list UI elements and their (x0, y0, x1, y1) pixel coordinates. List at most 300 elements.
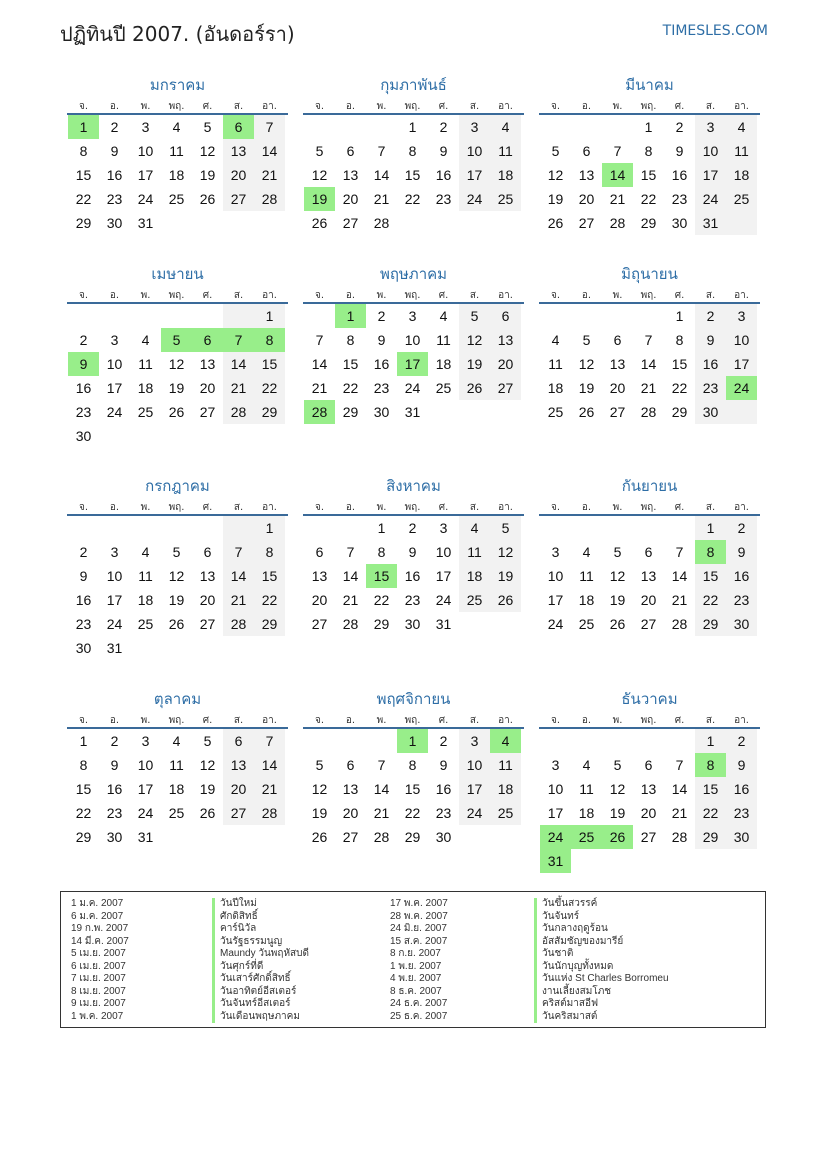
day-cell: 10 (404, 332, 421, 348)
day-cell: 17 (547, 592, 564, 608)
holiday-day-cell: 9 (68, 352, 99, 376)
weekday-label: ส. (469, 715, 480, 726)
day-grid (303, 516, 524, 660)
month-title: พฤศจิกายน (376, 690, 451, 708)
day-cell: 20 (223, 163, 254, 187)
weekday-label: อ. (581, 502, 592, 513)
day-cell: 28 (254, 801, 285, 825)
day-cell: 7 (315, 332, 324, 348)
day-cell: 16 (435, 167, 452, 183)
day-cell: 28 (223, 612, 254, 636)
day-cell: 7 (254, 729, 285, 753)
day-cell: 12 (168, 356, 185, 372)
weekday-label: จ. (550, 715, 561, 726)
day-cell: 10 (459, 753, 490, 777)
day-cell: 4 (726, 115, 757, 139)
day-cell: 12 (199, 143, 216, 159)
weekday-label: อ. (345, 101, 356, 112)
day-cell: 3 (695, 115, 726, 139)
day-cell: 22 (671, 380, 688, 396)
day-grid (539, 729, 760, 873)
day-cell: 13 (342, 781, 359, 797)
day-cell: 29 (75, 829, 92, 845)
day-cell: 27 (311, 616, 328, 632)
day-cell: 18 (459, 564, 490, 588)
day-cell: 19 (490, 564, 521, 588)
weekday-label: จ. (314, 502, 325, 513)
day-cell: 5 (613, 757, 622, 773)
weekday-header (539, 500, 760, 516)
day-grid (67, 304, 288, 448)
weekday-label: พ. (376, 502, 387, 513)
day-cell: 31 (137, 829, 154, 845)
weekday-label: พฤ. (168, 101, 185, 112)
day-cell: 12 (578, 356, 595, 372)
day-cell: 11 (490, 753, 521, 777)
day-cell: 9 (408, 544, 417, 560)
day-cell: 8 (346, 332, 355, 348)
day-cell: 2 (79, 544, 88, 560)
day-cell: 2 (675, 119, 684, 135)
weekday-label: จ. (550, 101, 561, 112)
day-cell: 12 (168, 568, 185, 584)
day-cell: 1 (695, 516, 726, 540)
day-cell: 18 (168, 167, 185, 183)
day-grid (67, 729, 288, 873)
day-cell: 19 (547, 191, 564, 207)
day-cell: 4 (582, 544, 591, 560)
weekday-header (303, 713, 524, 729)
day-cell: 19 (199, 167, 216, 183)
day-cell: 19 (311, 805, 328, 821)
holiday-day-cell: 24 (540, 825, 571, 849)
day-cell: 31 (435, 616, 452, 632)
day-cell: 29 (342, 404, 359, 420)
day-cell: 23 (106, 805, 123, 821)
weekday-label: พฤ. (640, 715, 657, 726)
day-cell: 24 (459, 187, 490, 211)
day-cell: 21 (640, 380, 657, 396)
holiday-day-cell: 26 (602, 825, 633, 849)
day-cell: 20 (311, 592, 328, 608)
weekday-header (67, 713, 288, 729)
day-cell: 2 (377, 308, 386, 324)
day-cell: 29 (695, 612, 726, 636)
day-cell: 23 (726, 588, 757, 612)
day-cell: 12 (609, 568, 626, 584)
day-cell: 28 (671, 829, 688, 845)
day-cell: 25 (168, 191, 185, 207)
weekday-label: พฤ. (640, 502, 657, 513)
day-cell: 14 (373, 167, 390, 183)
holiday-date: 24 มิ.ย. 2007 (390, 923, 447, 934)
day-cell: 15 (404, 167, 421, 183)
day-cell: 1 (79, 733, 88, 749)
day-cell: 19 (609, 592, 626, 608)
day-cell: 16 (75, 380, 92, 396)
day-cell: 2 (726, 729, 757, 753)
day-grid (67, 516, 288, 660)
holiday-day-cell: 6 (192, 328, 223, 352)
holiday-name: วันคริสมาสต์ (534, 1011, 669, 1024)
day-cell: 27 (342, 829, 359, 845)
day-cell: 11 (138, 356, 153, 372)
weekday-label: พฤ. (168, 715, 185, 726)
weekday-label: พ. (612, 502, 623, 513)
weekend-shade (223, 516, 254, 540)
day-cell: 11 (548, 356, 563, 372)
weekday-label: จ. (550, 290, 561, 301)
weekday-label: อ. (345, 290, 356, 301)
day-cell: 30 (106, 215, 123, 231)
day-cell: 26 (199, 191, 216, 207)
day-cell: 3 (726, 304, 757, 328)
day-cell: 15 (404, 781, 421, 797)
day-cell: 18 (547, 380, 564, 396)
day-cell: 7 (223, 540, 254, 564)
day-cell: 12 (311, 167, 328, 183)
day-cell: 4 (172, 733, 181, 749)
day-cell: 4 (459, 516, 490, 540)
holiday-name: อัสสัมชัญของมารีย์ (534, 936, 669, 949)
weekday-label: ศ. (674, 502, 685, 513)
weekday-header (303, 99, 524, 115)
day-cell: 30 (373, 404, 390, 420)
day-cell: 9 (377, 332, 386, 348)
day-cell: 13 (223, 139, 254, 163)
day-cell: 24 (404, 380, 421, 396)
day-cell: 6 (644, 544, 653, 560)
day-cell: 19 (609, 805, 626, 821)
day-cell: 27 (199, 616, 216, 632)
day-cell: 11 (726, 139, 757, 163)
day-cell: 22 (373, 592, 390, 608)
day-cell: 11 (169, 143, 184, 159)
holiday-name: คาร์นิวัล (212, 923, 309, 936)
day-cell: 1 (644, 119, 653, 135)
weekday-label: ศ. (438, 101, 449, 112)
day-cell: 26 (311, 215, 328, 231)
day-cell: 29 (373, 616, 390, 632)
day-cell: 8 (408, 757, 417, 773)
holiday-date: 25 ธ.ค. 2007 (390, 1010, 448, 1022)
day-cell: 22 (404, 191, 421, 207)
weekday-label: พ. (140, 502, 151, 513)
day-cell: 23 (726, 801, 757, 825)
day-cell: 29 (404, 829, 421, 845)
day-cell: 28 (671, 616, 688, 632)
site-link[interactable]: TIMESLES.COM (662, 23, 768, 39)
holiday-date: 4 พ.ย. 2007 (390, 973, 442, 984)
holiday-day-cell: 17 (397, 352, 428, 376)
day-cell: 25 (490, 801, 521, 825)
holiday-name: วันขึ้นสวรรค์ (534, 898, 669, 911)
day-cell: 26 (168, 404, 185, 420)
day-cell: 23 (373, 380, 390, 396)
holiday-date: 9 เม.ย. 2007 (71, 998, 126, 1009)
month-title: ธันวาคม (621, 690, 678, 708)
holiday-date: 1 พ.ค. 2007 (71, 1010, 124, 1022)
weekday-label: ส. (233, 290, 244, 301)
holiday-day-cell: 14 (602, 163, 633, 187)
day-cell: 14 (311, 356, 328, 372)
day-cell: 9 (439, 143, 448, 159)
day-cell: 2 (408, 520, 417, 536)
day-cell: 10 (106, 356, 123, 372)
day-cell: 3 (459, 729, 490, 753)
day-cell: 2 (110, 733, 119, 749)
day-cell: 20 (640, 592, 657, 608)
day-cell: 28 (373, 829, 390, 845)
day-cell: 25 (168, 805, 185, 821)
weekday-label: อา. (262, 502, 277, 513)
holiday-day-cell: 1 (68, 115, 99, 139)
day-cell: 20 (199, 380, 216, 396)
day-cell: 12 (547, 167, 564, 183)
holiday-date: 24 ธ.ค. 2007 (390, 998, 448, 1009)
day-cell: 5 (613, 544, 622, 560)
day-cell: 3 (551, 544, 560, 560)
day-cell: 30 (726, 612, 757, 636)
day-cell: 5 (490, 516, 521, 540)
day-cell: 11 (436, 332, 451, 348)
day-cell: 7 (675, 544, 684, 560)
day-cell: 13 (342, 167, 359, 183)
day-cell: 14 (671, 781, 688, 797)
day-cell: 30 (671, 215, 688, 231)
day-cell: 13 (640, 568, 657, 584)
weekday-label: อ. (581, 715, 592, 726)
day-cell: 17 (695, 163, 726, 187)
day-cell: 6 (582, 143, 591, 159)
day-cell: 26 (547, 215, 564, 231)
day-cell: 17 (137, 781, 154, 797)
day-grid (539, 115, 760, 259)
day-cell: 4 (439, 308, 448, 324)
day-cell: 1 (695, 729, 726, 753)
month-title: สิงหาคม (386, 477, 441, 495)
day-cell: 17 (547, 805, 564, 821)
holiday-date: 28 พ.ค. 2007 (390, 910, 448, 922)
weekday-label: จ. (314, 101, 325, 112)
day-cell: 26 (578, 404, 595, 420)
month-title: มิถุนายน (621, 265, 678, 283)
holiday-date: 8 ก.ย. 2007 (390, 948, 441, 959)
day-cell: 4 (172, 119, 181, 135)
weekday-label: พ. (612, 715, 623, 726)
day-cell: 12 (609, 781, 626, 797)
holiday-name: วันอาทิตย์อีสเตอร์ (212, 986, 309, 999)
holiday-date: 15 ส.ค. 2007 (390, 935, 448, 947)
day-grid (303, 729, 524, 873)
day-cell: 10 (137, 757, 154, 773)
day-cell: 23 (695, 376, 726, 400)
weekday-header (303, 288, 524, 304)
day-cell: 13 (199, 568, 216, 584)
weekday-label: พฤ. (640, 290, 657, 301)
day-cell: 15 (254, 564, 285, 588)
holiday-date: 19 ก.พ. 2007 (71, 923, 129, 934)
weekend-shade (726, 400, 757, 424)
day-cell: 14 (254, 139, 285, 163)
day-cell: 5 (459, 304, 490, 328)
day-cell: 16 (75, 592, 92, 608)
day-cell: 31 (404, 404, 421, 420)
day-cell: 23 (404, 592, 421, 608)
holiday-day-cell: 31 (540, 849, 571, 873)
weekday-label: อ. (581, 101, 592, 112)
day-cell: 10 (547, 781, 564, 797)
day-cell: 9 (439, 757, 448, 773)
weekday-label: ส. (705, 101, 716, 112)
day-cell: 13 (199, 356, 216, 372)
day-cell: 25 (435, 380, 452, 396)
weekday-label: อ. (109, 502, 120, 513)
day-cell: 29 (75, 215, 92, 231)
day-cell: 15 (75, 781, 92, 797)
day-cell: 10 (459, 139, 490, 163)
weekday-label: อา. (498, 502, 513, 513)
month-title: มกราคม (149, 76, 206, 94)
weekday-label: อา. (262, 290, 277, 301)
day-cell: 6 (613, 332, 622, 348)
day-cell: 25 (137, 616, 154, 632)
day-cell: 26 (459, 376, 490, 400)
day-cell: 31 (695, 211, 726, 235)
holiday-day-cell: 8 (254, 328, 285, 352)
day-cell: 6 (346, 143, 355, 159)
day-cell: 17 (459, 163, 490, 187)
day-cell: 7 (377, 757, 386, 773)
weekend-shade (726, 211, 757, 235)
day-cell: 3 (408, 308, 417, 324)
day-cell: 4 (490, 115, 521, 139)
weekday-label: ศ. (202, 290, 213, 301)
weekday-label: พ. (140, 715, 151, 726)
day-cell: 11 (490, 139, 521, 163)
day-cell: 8 (79, 757, 88, 773)
weekday-label: พ. (376, 290, 387, 301)
day-cell: 12 (459, 328, 490, 352)
day-cell: 18 (578, 805, 595, 821)
weekday-label: พ. (376, 715, 387, 726)
day-cell: 1 (675, 308, 684, 324)
day-cell: 9 (726, 540, 757, 564)
day-cell: 15 (75, 167, 92, 183)
holiday-day-cell: 19 (304, 187, 335, 211)
day-cell: 22 (254, 376, 285, 400)
day-cell: 1 (254, 304, 285, 328)
day-grid (539, 304, 760, 448)
day-cell: 13 (640, 781, 657, 797)
day-cell: 19 (578, 380, 595, 396)
holiday-date: 5 เม.ย. 2007 (71, 948, 126, 959)
weekday-header (539, 99, 760, 115)
day-cell: 1 (254, 516, 285, 540)
day-cell: 25 (490, 187, 521, 211)
day-cell: 27 (609, 404, 626, 420)
day-cell: 19 (459, 352, 490, 376)
day-grid (303, 304, 524, 448)
day-cell: 27 (490, 376, 521, 400)
day-cell: 23 (435, 191, 452, 207)
holiday-name: ศักดิสิทธิ์ (212, 911, 309, 924)
day-cell: 30 (726, 825, 757, 849)
day-cell: 6 (490, 304, 521, 328)
day-cell: 3 (551, 757, 560, 773)
day-cell: 30 (75, 428, 92, 444)
weekday-label: พฤ. (640, 101, 657, 112)
day-cell: 29 (254, 612, 285, 636)
holiday-date: 8 ธ.ค. 2007 (390, 985, 442, 997)
day-cell: 18 (490, 163, 521, 187)
weekday-label: อา. (498, 101, 513, 112)
day-cell: 12 (311, 781, 328, 797)
weekday-label: ศ. (438, 502, 449, 513)
day-cell: 24 (106, 404, 123, 420)
weekday-label: อา. (498, 715, 513, 726)
day-cell: 23 (75, 616, 92, 632)
day-cell: 1 (377, 520, 386, 536)
day-cell: 8 (675, 332, 684, 348)
holiday-day-cell: 1 (397, 729, 428, 753)
day-cell: 21 (671, 805, 688, 821)
day-cell: 29 (254, 400, 285, 424)
day-cell: 14 (223, 564, 254, 588)
day-cell: 27 (640, 616, 657, 632)
weekday-label: ศ. (202, 715, 213, 726)
day-cell: 5 (315, 143, 324, 159)
day-cell: 7 (377, 143, 386, 159)
day-cell: 20 (578, 191, 595, 207)
day-cell: 20 (490, 352, 521, 376)
day-cell: 2 (439, 119, 448, 135)
day-cell: 30 (75, 640, 92, 656)
day-cell: 24 (695, 187, 726, 211)
weekday-label: อา. (498, 290, 513, 301)
day-cell: 22 (75, 805, 92, 821)
day-cell: 24 (459, 801, 490, 825)
day-cell: 6 (223, 729, 254, 753)
weekend-shade (223, 304, 254, 328)
weekday-label: พฤ. (404, 290, 421, 301)
day-cell: 7 (613, 143, 622, 159)
day-cell: 27 (223, 187, 254, 211)
weekday-label: ศ. (674, 715, 685, 726)
holiday-day-cell: 7 (223, 328, 254, 352)
weekday-label: จ. (550, 502, 561, 513)
day-cell: 5 (582, 332, 591, 348)
day-cell: 4 (551, 332, 560, 348)
day-cell: 10 (726, 328, 757, 352)
day-cell: 15 (695, 777, 726, 801)
holiday-name: Maundy วันพฤหัสบดี (212, 948, 309, 961)
day-cell: 30 (106, 829, 123, 845)
holiday-name: วันจันทร์ (534, 911, 669, 924)
day-cell: 3 (141, 733, 150, 749)
day-cell: 16 (695, 352, 726, 376)
day-cell: 15 (671, 356, 688, 372)
day-cell: 26 (199, 805, 216, 821)
day-cell: 18 (137, 380, 154, 396)
day-cell: 25 (137, 404, 154, 420)
day-cell: 5 (203, 733, 212, 749)
day-cell: 21 (609, 191, 626, 207)
weekday-label: จ. (314, 290, 325, 301)
weekday-label: พ. (612, 290, 623, 301)
weekday-label: จ. (314, 715, 325, 726)
day-cell: 16 (106, 781, 123, 797)
